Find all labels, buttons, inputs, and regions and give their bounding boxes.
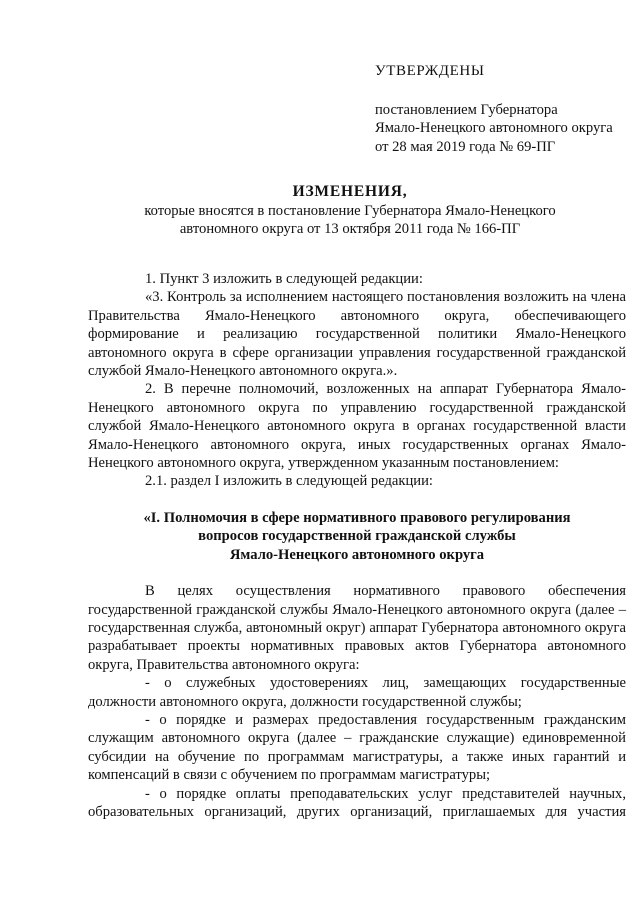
document-title: ИЗМЕНЕНИЯ,	[292, 183, 408, 200]
document-subtitle-line-1: которые вносятся в постановление Губернатора Ямало-Ненецкого	[144, 202, 556, 219]
section-heading-line-3: Ямало-Ненецкого автономного округа	[229, 546, 485, 563]
approval-line-3: от 28 мая 2019 года № 69-ПГ	[375, 138, 556, 155]
spacer	[88, 564, 626, 582]
paragraph-2: «3. Контроль за исполнением настоящего постановления возложить на члена Правительства Ямало-Ненецкого автономного округа, обеспечивающего формирование и реализацию государственной политики Ямало-Ненецкого автономного округа в сфере организации управления государственной гражданской службой Ямало-Ненецкого автономного округа.».	[88, 289, 626, 380]
section-heading-line-1: «I. Полномочия в сфере нормативного правового регулирования	[143, 509, 571, 526]
document-subtitle-line-2: автономного округа от 13 октября 2011 года № 166-ПГ	[179, 221, 521, 237]
paragraph-3: 2. В перечне полномочий, возложенных на аппарат Губернатора Ямало-Ненецкого автономного округа по управлению государственной гражданской службой Ямало-Ненецкого автономного округа в органах государственной власти Ямало-Ненецкого автономного округа, иных государственных органах Ямало-Ненецкого автономного округа, утвержденном указанным постановлением:	[88, 381, 626, 472]
document-title-block	[90, 183, 610, 239]
section-paragraph-2: - о служебных удостоверениях лиц, замещающих государственные должности автономного округа, должности государственной службы;	[88, 675, 626, 710]
document-body	[88, 270, 626, 821]
spacer	[88, 491, 626, 509]
section-heading-line-2: вопросов государственной гражданской службы	[198, 528, 516, 545]
section-paragraph-3: - о порядке и размерах предоставления государственным гражданским служащим автономного округа (далее – гражданские служащие) единовременной субсидии на обучение по программам магистратуры, а также иных гарантий и компенсаций в связи с обучением по программам магистратуры;	[88, 711, 626, 784]
approval-heading: УТВЕРЖДЕНЫ	[375, 63, 485, 79]
approval-stamp	[375, 62, 625, 156]
approval-line-1: постановлением Губернатора	[375, 101, 558, 118]
section-paragraph-1: В целях осуществления нормативного правового обеспечения государственной гражданской службы Ямало-Ненецкого автономного округа (далее – государственная служба, автономный округ) аппарат Губернатора автономного округа разрабатывает проекты нормативных правовых актов Губернатора автономного округа, Правительства автономного округа:	[88, 583, 626, 673]
paragraph-1: 1. Пункт 3 изложить в следующей редакции:	[145, 271, 423, 287]
approval-line-2: Ямало-Ненецкого автономного округа	[375, 120, 613, 136]
paragraph-4: 2.1. раздел I изложить в следующей редакции:	[145, 473, 433, 490]
section-heading	[88, 509, 626, 564]
section-paragraph-4: - о порядке оплаты преподавательских услуг представителей научных, образовательных организаций, других организаций, приглашаемых для участия	[88, 785, 626, 820]
